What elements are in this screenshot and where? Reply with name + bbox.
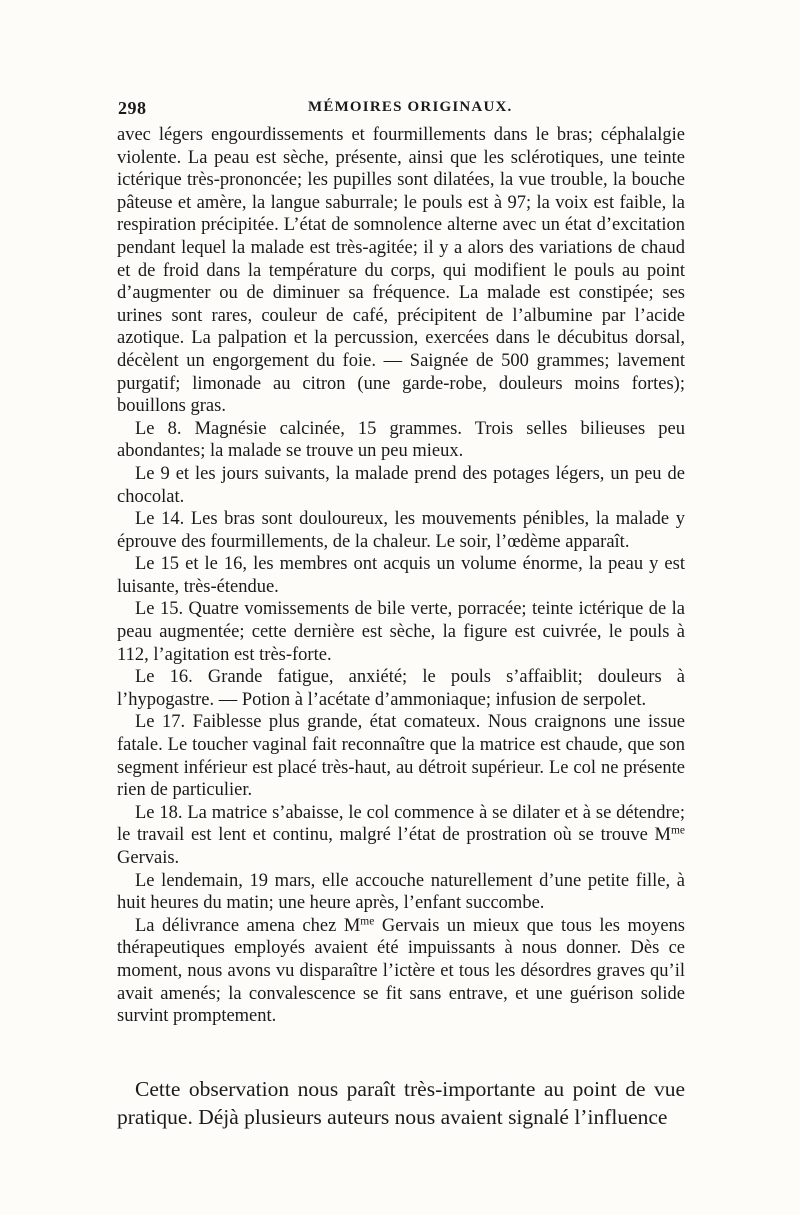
paragraph-delivery: Le lendemain, 19 mars, elle accouche naturellement d’une petite fille, à huit heures du matin; une heure après, l’enfant succombe. xyxy=(117,870,685,914)
conclusion-paragraph: Cette observation nous paraît très-importante au point de vue pratique. Déjà plusieurs auteurs nous avaient signalé l’influence xyxy=(117,1077,685,1129)
running-head: MÉMOIRES ORIGINAUX. xyxy=(308,99,513,115)
paragraph-day-17: Le 17. Faiblesse plus grande, état comateux. Nous craignons une issue fatale. Le toucher vaginal fait reconnaître que la matrice est chaude, que son segment inférieur est placé très-haut, au détroit supérieur. Le col ne présente rien de particulier. xyxy=(117,712,685,801)
body-text xyxy=(117,124,685,1028)
paragraph-day-18: Le 18. La matrice s’abaisse, le col commence à se dilater et à se détendre; le travail est lent et continu, malgré l’état de prostration où se trouve $M^{me}$ Gervais. xyxy=(117,802,685,868)
paragraph-recovery: La délivrance amena chez $M^{me}$ Gervais un mieux que tous les moyens thérapeutiques employés avaient été impuissants à nous donner. Dès ce moment, nous avons vu disparaître l’ictère et tous les désordres graves qu’il avait amenés; la convalescence se fit sans entrave, et une guérison solide survint promptement. xyxy=(117,915,685,1027)
paragraph-day-16: Le 16. Grande fatigue, anxiété; le pouls s’affaiblit; douleurs à l’hypogastre. — Potion à l’acétate d’ammoniaque; infusion de serpolet. xyxy=(117,667,685,710)
paragraph-day-15-16: Le 15 et le 16, les membres ont acquis un volume énorme, la peau y est luisante, très-étendue. xyxy=(117,554,685,597)
paragraph-day-14: Le 14. Les bras sont douloureux, les mouvements pénibles, la malade y éprouve des fourmillements, de la chaleur. Le soir, l’œdème apparaît. xyxy=(117,509,685,552)
paragraph-day-9: Le 9 et les jours suivants, la malade prend des potages légers, un peu de chocolat. xyxy=(117,463,685,507)
conclusion-text xyxy=(117,1075,685,1131)
paragraph-symptoms: avec légers engourdissements et fourmillements dans le bras; céphalalgie violente. La peau est sèche, présente, ainsi que les sclérotiques, une teinte ictérique très-prononcée; les pupilles sont dilatées, la vue trouble, la bouche pâteuse et amère, la langue saburrale; le pouls est à 97; la voix est faible, la respiration précipitée. L’état de somnolence alterne avec un état d’excitation pendant lequel la malade est très-agitée; il y a alors des variations de chaud et de froid dans la température du corps, qui modifient le pouls au point d’augmenter ou de diminuer sa fréquence. La malade est constipée; ses urines sont rares, couleur de café, précipitent de l’albumine par l’acide azotique. La palpation et la percussion, exercées dans le décubitus dorsal, décèlent un engorgement du foie. — Saignée de 500 grammes; lavement purgatif; limonade au citron (une garde-robe, douleurs moins fortes); bouillons gras. xyxy=(117,125,685,417)
page-number: 298 xyxy=(118,98,147,118)
paragraph-day-8: Le 8. Magnésie calcinée, 15 grammes. Trois selles bilieuses peu abondantes; la malade se trouve un peu mieux. xyxy=(117,418,685,462)
page-header xyxy=(118,98,684,120)
paragraph-day-15: Le 15. Quatre vomissements de bile verte, porracée; teinte ictérique de la peau augmentée; cette dernière est sèche, la figure est cuivrée, le pouls à 112, l’agitation est très-forte. xyxy=(117,599,685,665)
